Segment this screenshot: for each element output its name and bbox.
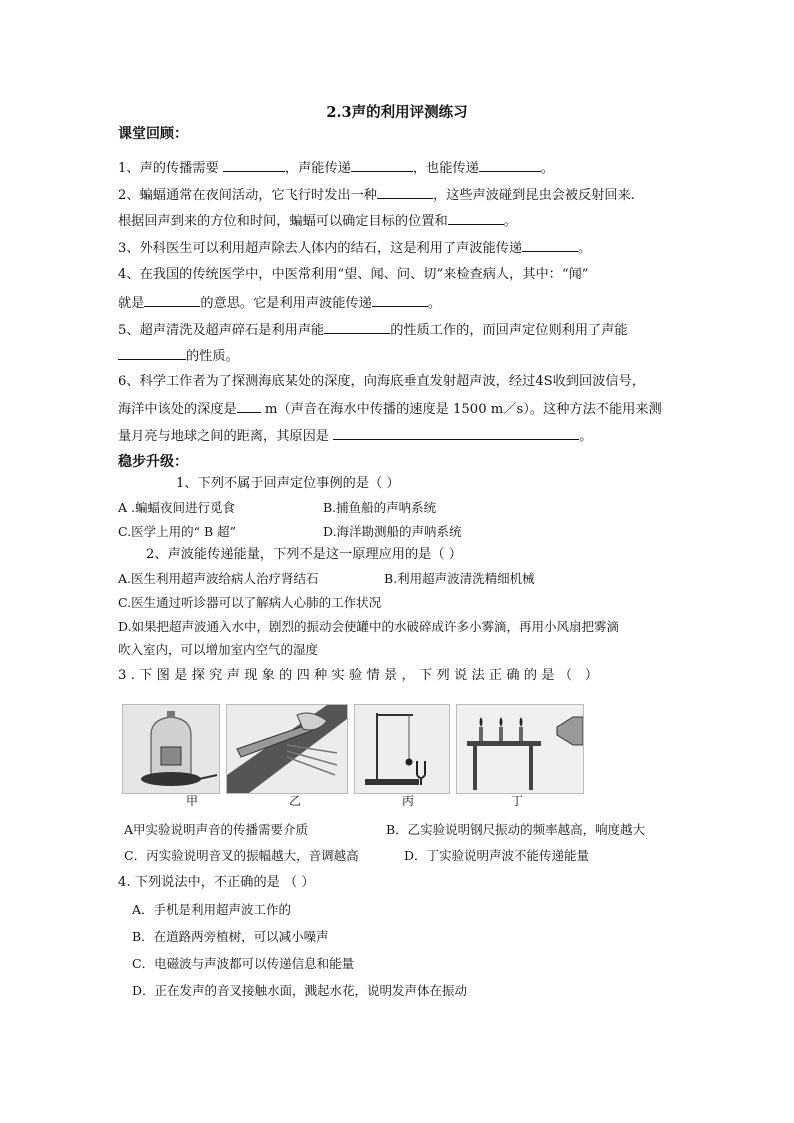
advance-q3-option-d: D．丁实验说明声波不能传递能量	[404, 848, 590, 863]
figure-caption-ding: 丁	[511, 794, 524, 808]
answer-blank[interactable]	[351, 157, 413, 172]
answer-blank[interactable]	[324, 319, 390, 334]
advance-q3-option-a: A甲实验说明声音的传播需要介质	[124, 822, 309, 837]
figure-ruler	[226, 704, 348, 794]
review-question-1: 1、声的传播需要 ，声能传递 ，也能传递 。	[118, 157, 554, 179]
answer-blank[interactable]	[372, 292, 428, 307]
section-review-heading: 课堂回顾：	[118, 126, 188, 142]
advance-question-1-stem: 1、下列不属于回声定位事例的是（ ）	[176, 476, 400, 491]
advance-question-4-stem: 4. 下列说法中，不正确的是 （ ）	[118, 875, 315, 890]
review-question-3: 3、外科医生可以利用超声除去人体内的结石，这是利用了声波能传递 。	[118, 237, 591, 259]
review-question-5-line-1: 5、超声清洗及超声碎石是利用声能 的性质工作的，而回声定位则利用了声能	[118, 319, 628, 341]
advance-q3-option-b: B．乙实验说明钢尺振动的频率越高，响度越大	[386, 822, 646, 837]
review-question-6-line-3: 量月亮与地球之间的距离，其原因是 。	[118, 425, 592, 447]
answer-blank[interactable]	[333, 425, 579, 440]
advance-q1-option-c: C.医学上用的“ B 超”	[118, 524, 237, 539]
figure-bell-jar	[122, 704, 220, 794]
answer-blank[interactable]	[522, 237, 578, 252]
advance-q3-option-c: C．丙实验说明音叉的振幅越大，音调越高	[124, 848, 359, 863]
advance-q2-option-a: A.医生利用超声波给病人治疗肾结石	[118, 571, 319, 586]
review-question-4-line-2: 就是 的意思。它是利用声波能传递 。	[118, 292, 441, 314]
answer-blank[interactable]	[377, 184, 433, 199]
review-question-6-line-2: 海洋中该处的深度是 m（声音在海水中传播的速度是 1500 m／s）。这种方法不能用来测	[118, 398, 662, 420]
figure-caption-yi: 乙	[289, 794, 302, 808]
advance-q4-option-c: C．电磁波与声波都可以传递信息和能量	[132, 956, 355, 971]
answer-blank[interactable]	[237, 398, 261, 413]
advance-q4-option-a: A．手机是利用超声波工作的	[132, 902, 292, 917]
review-question-4-line-1: 4、在我国的传统医学中，中医常利用“望、闻、问、切”来检查病人，其中：“闻”	[118, 267, 589, 282]
review-question-2-line-1: 2、蝙蝠通常在夜间活动，它飞行时发出一种 ，这些声波碰到昆虫会被反射回来.	[118, 184, 635, 206]
answer-blank[interactable]	[223, 157, 285, 172]
answer-blank[interactable]	[479, 157, 541, 172]
advance-q2-option-d-line-1: D.如果把超声波通入水中，剧烈的振动会使罐中的水破碎成许多小雾滴，再用小风扇把雾滴	[118, 619, 620, 634]
figure-caption-bing: 丙	[402, 794, 415, 808]
advance-q4-option-d: D．正在发声的音叉接触水面，溅起水花，说明发声体在振动	[132, 983, 468, 998]
figure-caption-jia: 甲	[186, 794, 199, 808]
advance-q4-option-b: B．在道路两旁植树，可以减小噪声	[132, 929, 329, 944]
advance-question-3-stem: 3.下图是探究声现象的四种实验情景，下列说法正确的是（ ）	[118, 668, 603, 683]
review-question-6-line-1: 6、科学工作者为了探测海底某处的深度，向海底垂直发射超声波，经过4S收到回波信号，	[118, 374, 645, 389]
review-question-2-line-2: 根据回声到来的方位和时间，蝙蝠可以确定目标的位置和 。	[118, 210, 517, 232]
advance-q1-option-a: A .蝙蝠夜间进行觅食	[118, 500, 235, 515]
page-title: 2.3声的利用评测练习	[326, 104, 468, 121]
figure-candles-speaker	[456, 704, 584, 794]
section-advance-heading: 稳步升级：	[118, 454, 188, 470]
review-question-5-line-2: 的性质。	[118, 345, 239, 367]
answer-blank[interactable]	[118, 345, 186, 360]
figure-tuning-fork	[354, 704, 450, 794]
advance-q1-option-b: B.捕鱼船的声呐系统	[323, 500, 437, 515]
advance-q2-option-b: B.利用超声波清洗精细机械	[384, 571, 535, 586]
answer-blank[interactable]	[144, 292, 200, 307]
answer-blank[interactable]	[448, 210, 504, 225]
advance-q2-option-d-line-2: 吹入室内，可以增加室内空气的湿度	[118, 642, 319, 657]
advance-q2-option-c: C.医生通过听诊器可以了解病人心肺的工作状况	[118, 595, 382, 610]
advance-question-2-stem: 2、声波能传递能量，下列不是这一原理应用的是（ ）	[146, 547, 462, 562]
advance-q1-option-d: D.海洋勘测船的声呐系统	[323, 524, 462, 539]
